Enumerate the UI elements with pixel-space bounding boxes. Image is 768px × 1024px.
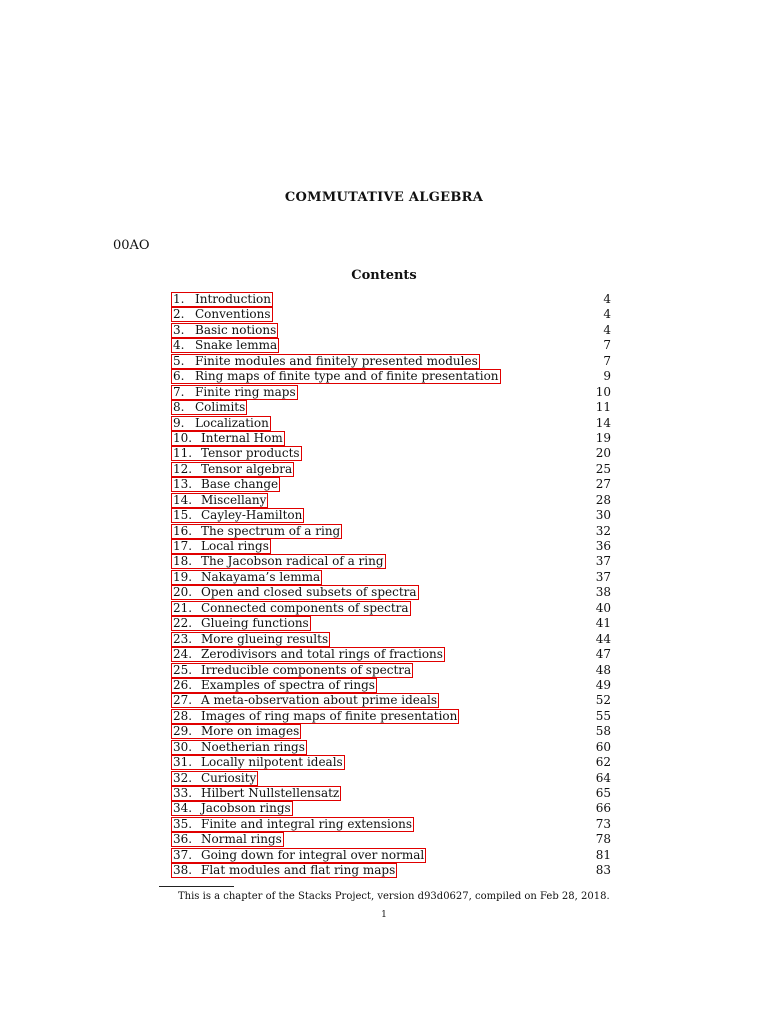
toc-section-number: 1. [173, 292, 185, 306]
toc-page-number: 49 [595, 677, 611, 692]
toc-section-number: 10. [173, 430, 193, 445]
toc-entry [171, 570, 611, 585]
toc-section-title: Snake lemma [195, 338, 278, 353]
toc-link[interactable] [171, 508, 304, 523]
toc-link[interactable] [171, 307, 273, 322]
footnote-divider [159, 886, 234, 887]
toc-entry [171, 863, 611, 878]
toc-page-number: 60 [595, 739, 611, 754]
toc-section-title: More on images [201, 724, 300, 739]
toc-page-number: 73 [595, 816, 611, 831]
toc-entry [171, 616, 611, 631]
toc-section-title: Jacobson rings [201, 801, 291, 816]
toc-link[interactable] [171, 771, 258, 786]
toc-section-title: Curiosity [201, 770, 257, 785]
toc-section-title: Glueing functions [201, 616, 309, 631]
toc-entry [171, 632, 611, 647]
toc-section-number: 35. [173, 816, 193, 831]
toc-link[interactable] [171, 601, 411, 616]
toc-section-number: 11. [173, 446, 193, 461]
document-title: COMMUTATIVE ALGEBRA [284, 190, 484, 205]
toc-entry [171, 693, 611, 708]
toc-entry [171, 446, 611, 461]
toc-entry [171, 755, 611, 770]
toc-section-number: 9. [173, 415, 185, 430]
toc-entry [171, 338, 611, 353]
toc-section-number: 6. [173, 369, 185, 384]
toc-entry [171, 400, 611, 415]
toc-section-title: Irreducible components of spectra [201, 662, 412, 677]
toc-section-title: Hilbert Nullstellensatz [201, 786, 340, 800]
toc-link[interactable] [171, 431, 285, 446]
toc-page-number: 64 [595, 770, 611, 785]
toc-page-number: 7 [603, 353, 611, 368]
toc-section-number: 13. [173, 477, 193, 492]
toc-section-title: Localization [195, 415, 269, 430]
footnote: This is a chapter of the Stacks Project, version d93d0627, compiled on Feb 28, 2018. [178, 891, 610, 902]
toc-section-number: 15. [173, 508, 193, 523]
toc-link[interactable] [171, 554, 386, 569]
toc-entry [171, 817, 611, 832]
toc-section-title: Images of ring maps of finite presentation [201, 708, 458, 723]
toc-link[interactable] [171, 848, 426, 863]
toc-entry [171, 647, 611, 662]
toc-entry [171, 554, 611, 569]
toc-link[interactable] [171, 385, 298, 400]
toc-entry [171, 832, 611, 847]
toc-section-title: Internal Hom [201, 430, 283, 445]
toc-page-number: 65 [595, 786, 611, 800]
contents-heading: Contents [351, 268, 417, 283]
toc-section-number: 16. [173, 523, 193, 538]
toc-page-number: 10 [595, 384, 611, 399]
toc-entry [171, 539, 611, 554]
toc-entry [171, 477, 611, 492]
table-of-contents [171, 292, 611, 879]
toc-entry [171, 416, 611, 431]
toc-page-number: 4 [603, 292, 611, 306]
toc-section-title: The Jacobson radical of a ring [201, 554, 384, 569]
toc-link[interactable] [171, 292, 273, 307]
toc-section-title: Basic notions [195, 322, 277, 337]
toc-section-number: 32. [173, 770, 193, 785]
toc-section-number: 34. [173, 801, 193, 816]
toc-entry [171, 740, 611, 755]
toc-entry [171, 601, 611, 616]
toc-section-number: 3. [173, 322, 185, 337]
toc-link[interactable] [171, 354, 480, 369]
toc-section-number: 26. [173, 677, 193, 692]
toc-link[interactable] [171, 740, 307, 755]
toc-link[interactable] [171, 616, 311, 631]
toc-section-number: 17. [173, 539, 193, 553]
toc-link[interactable] [171, 338, 279, 353]
toc-page-number: 66 [595, 801, 611, 816]
toc-section-number: 19. [173, 569, 193, 584]
toc-page-number: 62 [595, 755, 611, 770]
toc-section-number: 33. [173, 786, 193, 800]
stacks-tag: 00AO [113, 238, 150, 253]
toc-page-number: 27 [595, 477, 611, 492]
toc-entry [171, 678, 611, 693]
toc-link[interactable] [171, 817, 414, 832]
toc-section-title: Examples of spectra of rings [201, 677, 375, 692]
toc-page-number: 83 [595, 863, 611, 878]
toc-section-title: Locally nilpotent ideals [201, 755, 343, 770]
toc-entry [171, 323, 611, 338]
toc-section-number: 30. [173, 739, 193, 754]
toc-link[interactable] [171, 693, 439, 708]
toc-section-number: 38. [173, 863, 193, 878]
toc-section-number: 5. [173, 353, 185, 368]
toc-section-number: 21. [173, 600, 193, 615]
toc-section-number: 2. [173, 307, 185, 322]
toc-page-number: 37 [595, 554, 611, 569]
toc-section-title: Normal rings [201, 832, 282, 847]
toc-page-number: 40 [595, 600, 611, 615]
toc-section-title: Finite and integral ring extensions [201, 816, 412, 831]
toc-page-number: 58 [595, 724, 611, 739]
toc-link[interactable] [171, 369, 501, 384]
toc-link[interactable] [171, 477, 280, 492]
toc-link[interactable] [171, 663, 413, 678]
toc-link[interactable] [171, 400, 247, 415]
toc-page-number: 32 [595, 523, 611, 538]
toc-page-number: 28 [595, 492, 611, 507]
toc-section-title: Conventions [195, 307, 271, 322]
toc-section-number: 18. [173, 554, 193, 569]
toc-link[interactable] [171, 570, 322, 585]
toc-section-title: Flat modules and flat ring maps [201, 863, 396, 878]
toc-page-number: 78 [595, 832, 611, 847]
toc-link[interactable] [171, 678, 377, 693]
toc-section-title: The spectrum of a ring [201, 523, 341, 538]
toc-link[interactable] [171, 863, 397, 878]
toc-link[interactable] [171, 524, 342, 539]
toc-page-number: 9 [603, 369, 611, 384]
toc-entry [171, 431, 611, 446]
toc-section-number: 31. [173, 755, 193, 770]
toc-link[interactable] [171, 755, 345, 770]
toc-section-title: A meta-observation about prime ideals [201, 693, 438, 708]
toc-section-number: 24. [173, 647, 193, 662]
toc-page-number: 44 [595, 631, 611, 646]
toc-section-title: Noetherian rings [201, 739, 305, 754]
toc-section-number: 37. [173, 847, 193, 862]
toc-section-number: 22. [173, 616, 193, 631]
toc-page-number: 14 [595, 415, 611, 430]
toc-section-title: Cayley-Hamilton [201, 508, 303, 523]
toc-link[interactable] [171, 462, 294, 477]
toc-section-title: Ring maps of finite type and of finite presentation [195, 369, 499, 384]
toc-entry [171, 369, 611, 384]
page-number: 1 [381, 910, 387, 920]
toc-entry [171, 771, 611, 786]
toc-link[interactable] [171, 786, 341, 801]
toc-link[interactable] [171, 647, 445, 662]
toc-link[interactable] [171, 323, 278, 338]
toc-section-title: More glueing results [201, 631, 329, 646]
toc-section-number: 7. [173, 384, 185, 399]
toc-page-number: 55 [595, 708, 611, 723]
toc-section-number: 23. [173, 631, 193, 646]
toc-entry [171, 585, 611, 600]
toc-page-number: 4 [603, 322, 611, 337]
toc-entry [171, 385, 611, 400]
toc-link[interactable] [171, 416, 271, 431]
toc-section-number: 12. [173, 461, 193, 476]
toc-page-number: 7 [603, 338, 611, 353]
toc-page-number: 36 [595, 539, 611, 553]
toc-entry [171, 663, 611, 678]
toc-section-number: 20. [173, 585, 193, 600]
toc-entry [171, 493, 611, 508]
toc-page-number: 41 [595, 616, 611, 631]
toc-link[interactable] [171, 585, 419, 600]
toc-page-number: 48 [595, 662, 611, 677]
toc-page-number: 38 [595, 585, 611, 600]
toc-link[interactable] [171, 539, 271, 554]
toc-section-number: 29. [173, 724, 193, 739]
toc-entry [171, 508, 611, 523]
toc-page-number: 4 [603, 307, 611, 322]
toc-page-number: 30 [595, 508, 611, 523]
toc-section-title: Introduction [195, 292, 271, 306]
toc-section-number: 14. [173, 492, 193, 507]
toc-entry [171, 801, 611, 816]
toc-link[interactable] [171, 493, 268, 508]
toc-entry [171, 354, 611, 369]
toc-section-title: Finite modules and finitely presented modules [195, 353, 478, 368]
toc-section-title: Finite ring maps [195, 384, 296, 399]
toc-section-title: Zerodivisors and total rings of fractions [201, 647, 443, 662]
toc-page-number: 81 [595, 847, 611, 862]
toc-section-title: Going down for integral over normal [201, 847, 425, 862]
toc-section-title: Tensor products [201, 446, 300, 461]
toc-link[interactable] [171, 801, 293, 816]
toc-section-number: 4. [173, 338, 185, 353]
toc-link[interactable] [171, 632, 330, 647]
toc-entry [171, 786, 611, 801]
toc-page-number: 11 [595, 400, 611, 415]
toc-page-number: 20 [595, 446, 611, 461]
toc-link[interactable] [171, 446, 302, 461]
toc-section-number: 8. [173, 400, 185, 415]
toc-entry [171, 709, 611, 724]
toc-page-number: 25 [595, 461, 611, 476]
toc-section-title: Base change [201, 477, 279, 492]
toc-entry [171, 292, 611, 307]
toc-entry [171, 307, 611, 322]
toc-section-title: Nakayama’s lemma [201, 569, 321, 584]
toc-section-number: 25. [173, 662, 193, 677]
toc-entry [171, 462, 611, 477]
toc-section-title: Open and closed subsets of spectra [201, 585, 417, 600]
toc-section-title: Tensor algebra [201, 461, 293, 476]
toc-section-title: Colimits [195, 400, 246, 415]
toc-section-title: Miscellany [201, 492, 267, 507]
toc-entry [171, 848, 611, 863]
toc-page-number: 47 [595, 647, 611, 662]
toc-link[interactable] [171, 724, 301, 739]
toc-section-number: 27. [173, 693, 193, 708]
toc-page-number: 19 [595, 430, 611, 445]
toc-section-number: 36. [173, 832, 193, 847]
toc-entry [171, 724, 611, 739]
toc-link[interactable] [171, 709, 459, 724]
toc-section-title: Connected components of spectra [201, 600, 409, 615]
toc-section-title: Local rings [201, 539, 269, 553]
toc-page-number: 37 [595, 569, 611, 584]
toc-link[interactable] [171, 832, 284, 847]
toc-section-number: 28. [173, 708, 193, 723]
toc-page-number: 52 [595, 693, 611, 708]
toc-entry [171, 524, 611, 539]
